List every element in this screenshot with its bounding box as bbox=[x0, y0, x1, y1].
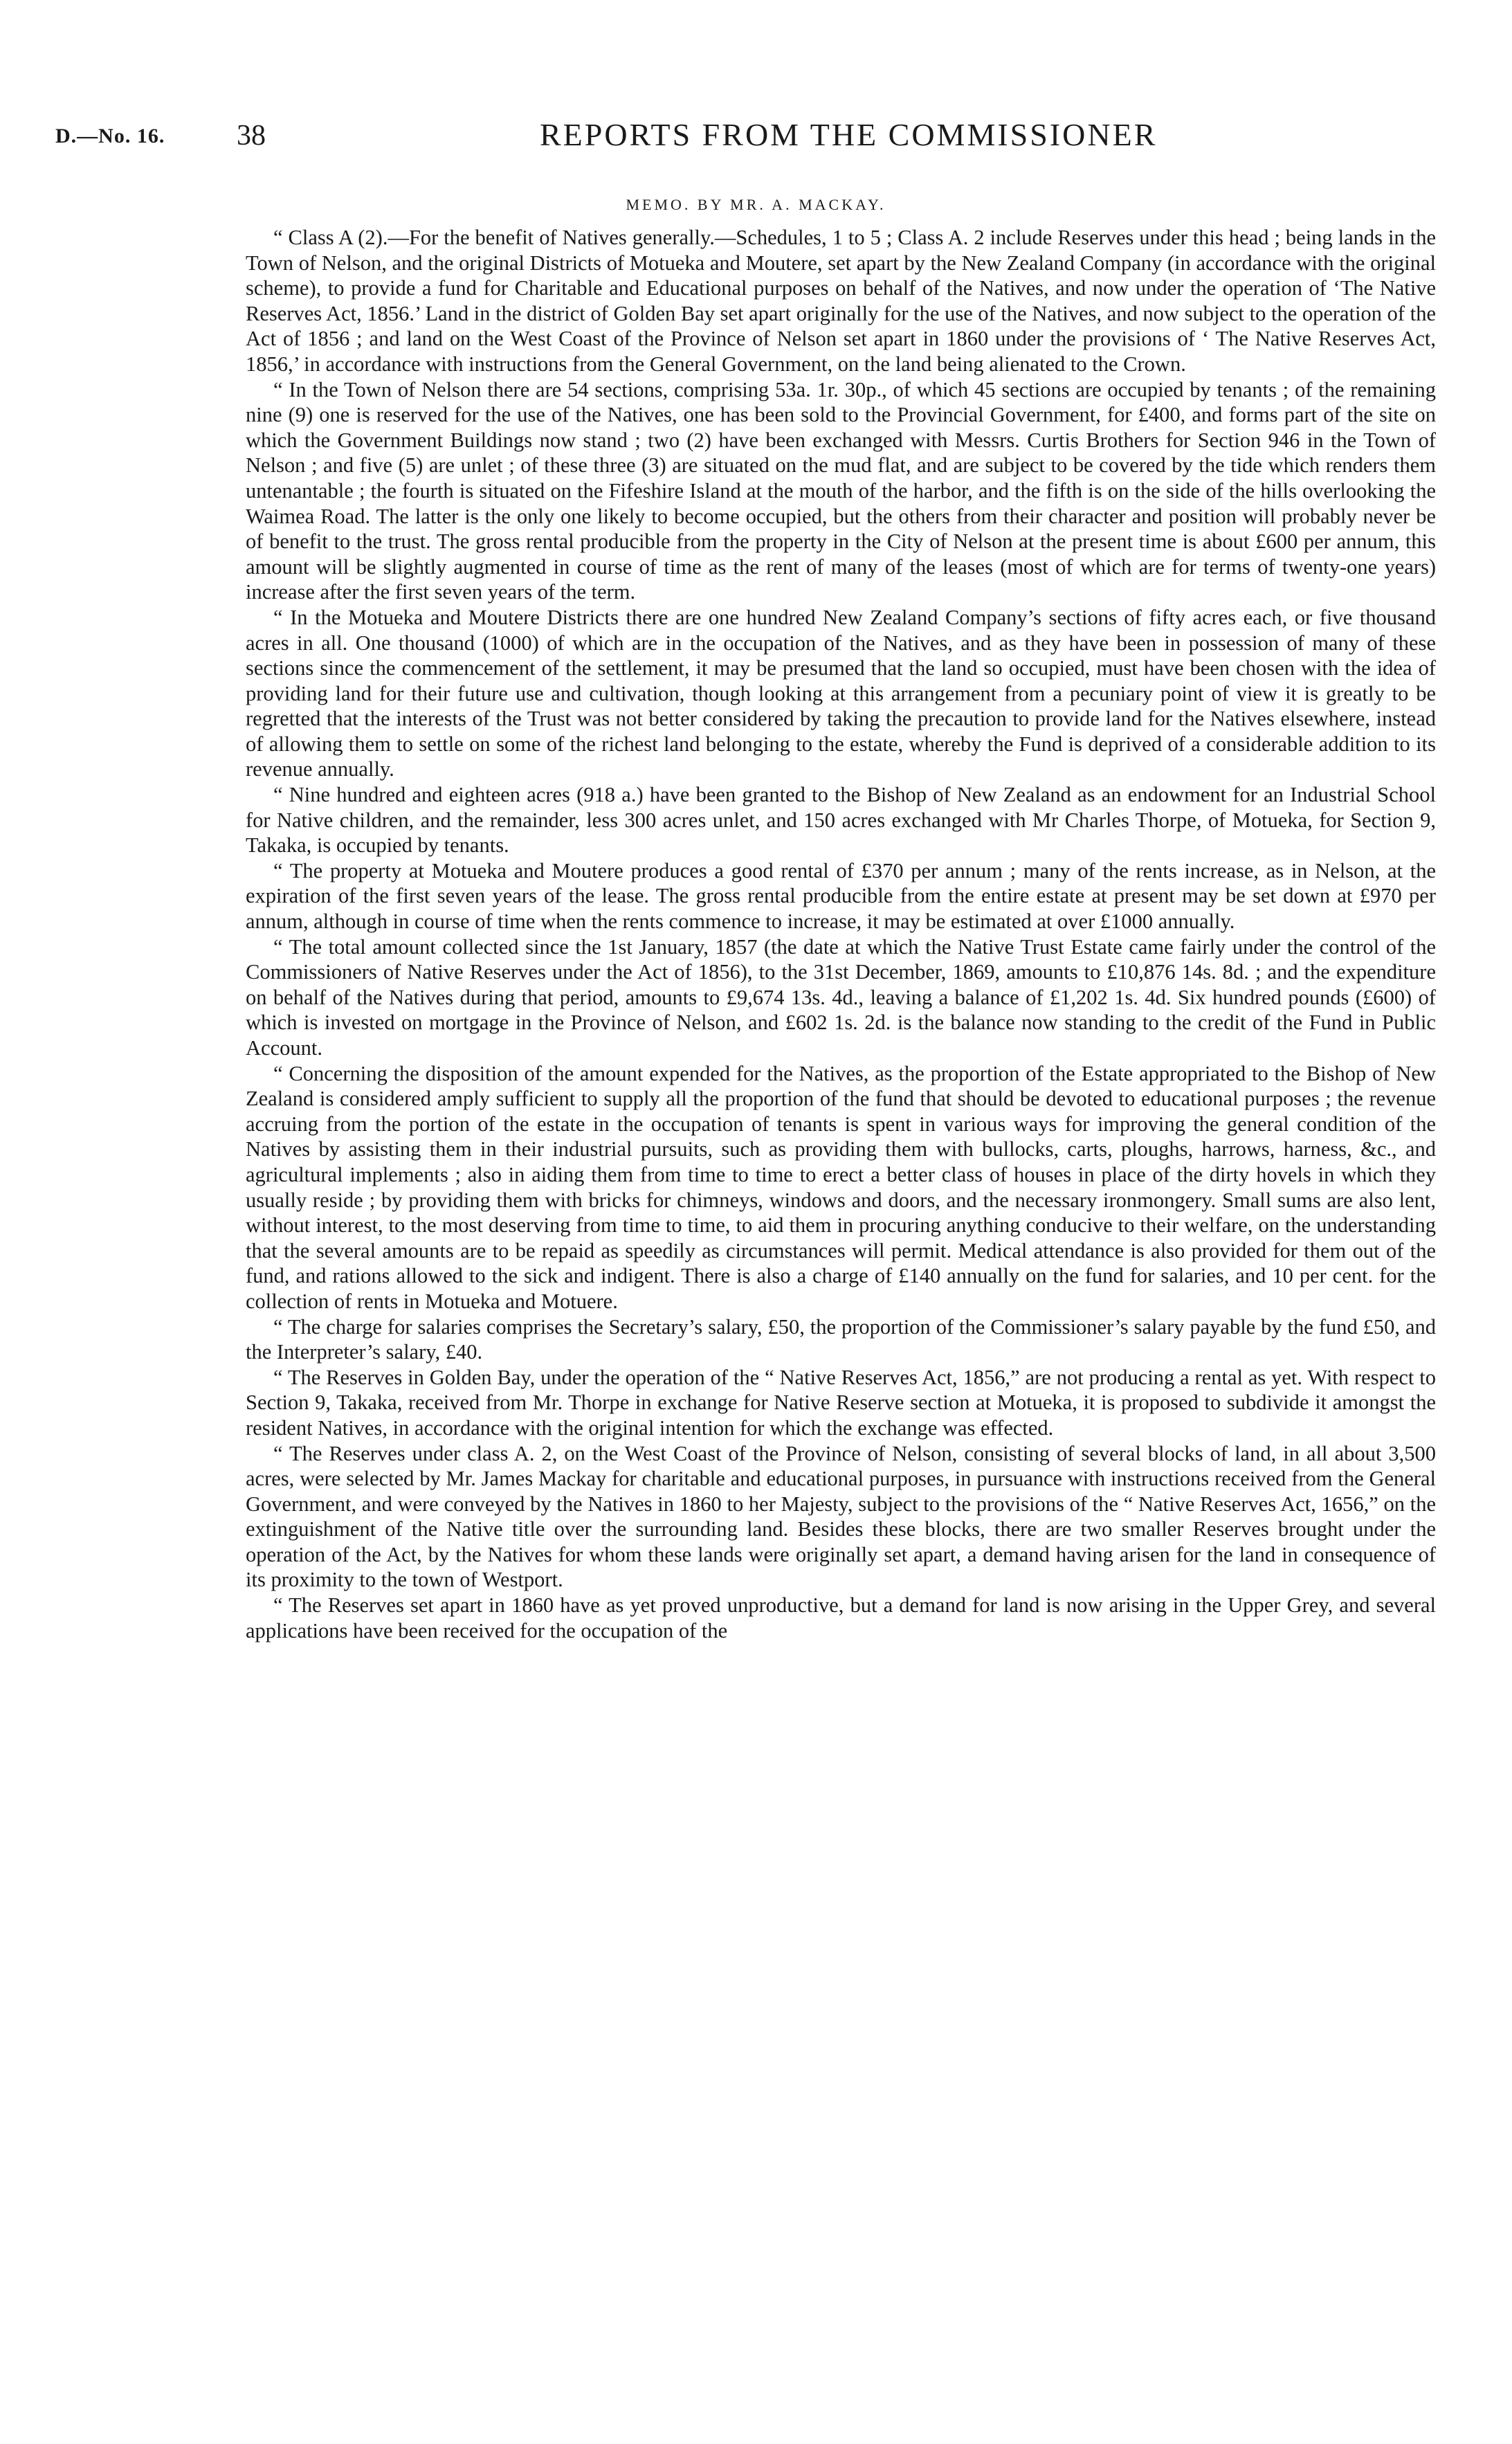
paragraph: “ Concerning the disposition of the amount expended for the Natives, as the proportion of the Estate appropriated to the Bishop of New Zealand is considered amply sufficient to supply all the proportion of the fund that should be devoted to educational purposes ; the revenue accruing from the portion of the estate in the occupation of tenants is spent in various ways for improving the general condition of the Natives by assisting them in their industrial pursuits, such as providing them with bullocks, carts, ploughs, harrows, harness, &c., and agricultural implements ; also in aiding them from time to time to erect a better class of houses in place of the dirty hovels in which they usually reside ; by providing them with bricks for chimneys, windows and doors, and the necessary ironmongery. Small sums are also lent, without interest, to the most deserving from time to time, to aid them in procuring anything conducive to their welfare, on the understanding that the several amounts are to be repaid as speedily as circumstances will permit. Medical attendance is also provided for them out of the fund, and rations allowed to the sick and indigent. There is also a charge of £140 annually on the fund for salaries, and 10 per cent. for the collection of rents in Motueka and Motuere. bbox=[246, 1061, 1436, 1313]
body-text bbox=[246, 225, 1436, 1643]
paragraph: “ Nine hundred and eighteen acres (918 a.) have been granted to the Bishop of New Zealand as an endowment for an Industrial School for Native children, and the remainder, less 300 acres unlet, and 150 acres exchanged with Mr Charles Thorpe, of Motueka, for Section 9, Takaka, is occupied by tenants. bbox=[246, 783, 1436, 858]
paragraph: “ The Reserves set apart in 1860 have as yet proved unproductive, but a demand for land is now arising in the Upper Grey, and several applications have been received for the occupation of the bbox=[246, 1593, 1436, 1642]
page-number: 38 bbox=[237, 120, 266, 152]
paragraph: “ The Reserves under class A. 2, on the West Coast of the Province of Nelson, consisting of several blocks of land, in all about 3,500 acres, were selected by Mr. James Mackay for charitable and educational purposes, in pursuance with instructions received from the General Government, and were conveyed by the Natives in 1860 to her Majesty, subject to the provisions of the “ Native Reserves Act, 1656,” on the extinguishment of the Native title over the surrounding land. Besides these blocks, there are two smaller Reserves brought under the operation of the Act, by the Natives for whom these lands were originally set apart, a demand having arisen for the land in consequence of its proximity to the town of Westport. bbox=[246, 1441, 1436, 1592]
paragraph: “ In the Town of Nelson there are 54 sections, comprising 53a. 1r. 30p., of which 45 sections are occupied by tenants ; of the remaining nine (9) one is reserved for the use of the Natives, one has been sold to the Provincial Government, for £400, and forms part of the site on which the Government Buildings now stand ; two (2) have been exchanged with Messrs. Curtis Brothers for Section 946 in the Town of Nelson ; and five (5) are unlet ; of these three (3) are situated on the mud flat, and are subject to be covered by the tide which renders them untenantable ; the fourth is situated on the Fifeshire Island at the mouth of the harbor, and the fifth is on the side of the hills overlooking the Waimea Road. The latter is the only one likely to become occupied, but the others from their character and position will probably never be of benefit to the trust. The gross rental producible from the property in the City of Nelson at the present time is about £600 per annum, this amount will be slightly augmented in course of time as the rent of many of the leases (most of which are for terms of twenty-one years) increase after the first seven years of the term. bbox=[246, 377, 1436, 604]
paragraph: “ The charge for salaries comprises the Secretary’s salary, £50, the proportion of the Commissioner’s salary payable by the fund £50, and the Interpreter’s salary, £40. bbox=[246, 1314, 1436, 1364]
memo-heading: MEMO. BY MR. A. MACKAY. bbox=[626, 196, 886, 213]
paragraph: “ The property at Motueka and Moutere produces a good rental of £370 per annum ; many of the rents increase, as in Nelson, at the expiration of the first seven years of the lease. The gross rental producible from the entire estate at present may be set down at £970 per annum, although in course of time when the rents commence to increase, it may be estimated at over £1000 annually. bbox=[246, 858, 1436, 934]
running-title: REPORTS FROM THE COMMISSIONER bbox=[540, 117, 1158, 152]
paragraph: “ The Reserves in Golden Bay, under the operation of the “ Native Reserves Act, 1856,” are not producing a rental as yet. With respect to Section 9, Takaka, received from Mr. Thorpe in exchange for Native Reserve section at Motueka, it is proposed to subdivide it amongst the resident Natives, in accordance with the original intention for which the exchange was effected. bbox=[246, 1365, 1436, 1440]
paragraph: “ In the Motueka and Moutere Districts there are one hundred New Zealand Company’s sections of fifty acres each, or five thousand acres in all. One thousand (1000) of which are in the occupation of the Natives, and as they have been in possession of many of these sections since the commencement of the settlement, it may be presumed that the land so occupied, must have been chosen with the idea of providing land for their future use and cultivation, though looking at this arrangement from a pecuniary point of view it is greatly to be regretted that the interests of the Trust was not better considered by taking the precaution to provide land for the Natives elsewhere, instead of allowing them to settle on some of the richest land belonging to the estate, whereby the Fund is deprived of a considerable addition to its revenue annually. bbox=[246, 605, 1436, 781]
document-reference: D.—No. 16. bbox=[55, 125, 165, 147]
paragraph: “ Class A (2).—For the benefit of Natives generally.—Schedules, 1 to 5 ; Class A. 2 include Reserves under this head ; being lands in the Town of Nelson, and the original Districts of Motueka and Moutere, set apart by the New Zealand Company (in accordance with the original scheme), to provide a fund for Charitable and Educational purposes on behalf of the Natives, and now under the operation of ‘The Native Reserves Act, 1856.’ Land in the district of Golden Bay set apart originally for the use of the Natives, and now subject to the operation of the Act of 1856 ; and land on the West Coast of the Province of Nelson set apart in 1860 under the provisions of ‘ The Native Reserves Act, 1856,’ in accordance with instructions from the General Government, on the land being alienated to the Crown. bbox=[246, 226, 1436, 376]
paragraph: “ The total amount collected since the 1st January, 1857 (the date at which the Native Trust Estate came fairly under the control of the Commissioners of Native Reserves under the Act of 1856), to the 31st December, 1869, amounts to £10,876 14s. 8d. ; and the expenditure on behalf of the Natives during that period, amounts to £9,674 13s. 4d., leaving a balance of £1,202 1s. 4d. Six hundred pounds (£600) of which is invested on mortgage in the Province of Nelson, and £602 1s. 2d. is the balance now standing to the credit of the Fund in Public Account. bbox=[246, 934, 1436, 1060]
page-header bbox=[55, 116, 1457, 158]
